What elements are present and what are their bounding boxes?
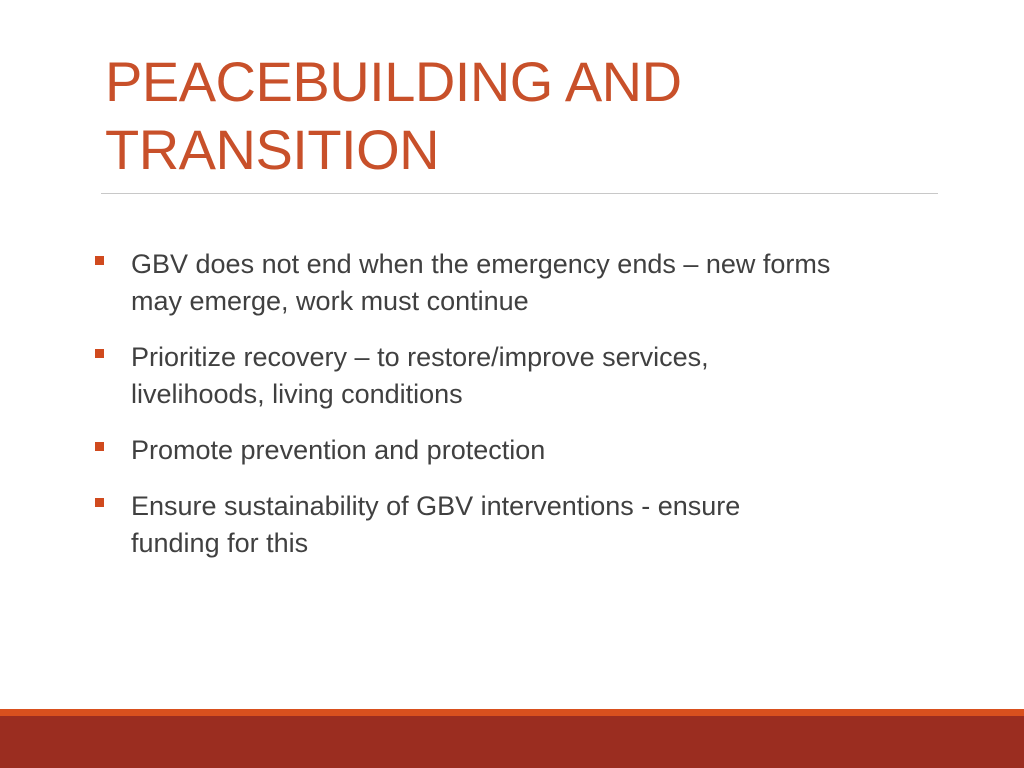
bullet-item (92, 339, 942, 413)
footer-band (0, 716, 1024, 768)
bullet-text-line: funding for this (131, 528, 309, 558)
bullet-text-line: Ensure sustainability of GBV interventions - ensure (131, 491, 741, 521)
bullet-text-line: Promote prevention and protection (131, 435, 546, 465)
square-bullet-icon (95, 349, 104, 358)
slide-title-line: TRANSITION (105, 118, 440, 181)
slide-title (105, 48, 925, 184)
bullet-list (92, 246, 942, 581)
bullet-text-line: GBV does not end when the emergency ends – new forms (131, 249, 831, 279)
square-bullet-icon (95, 498, 104, 507)
slide-title-line: PEACEBUILDING AND (105, 50, 682, 113)
bullet-text-line: Prioritize recovery – to restore/improve services, (131, 342, 709, 372)
title-divider (101, 193, 938, 194)
square-bullet-icon (95, 256, 104, 265)
footer-accent-stripe (0, 709, 1024, 716)
bullet-item (92, 432, 942, 469)
bullet-item (92, 488, 942, 562)
square-bullet-icon (95, 442, 104, 451)
bullet-item (92, 246, 942, 320)
bullet-text-line: livelihoods, living conditions (131, 379, 463, 409)
bullet-text-line: may emerge, work must continue (131, 286, 529, 316)
